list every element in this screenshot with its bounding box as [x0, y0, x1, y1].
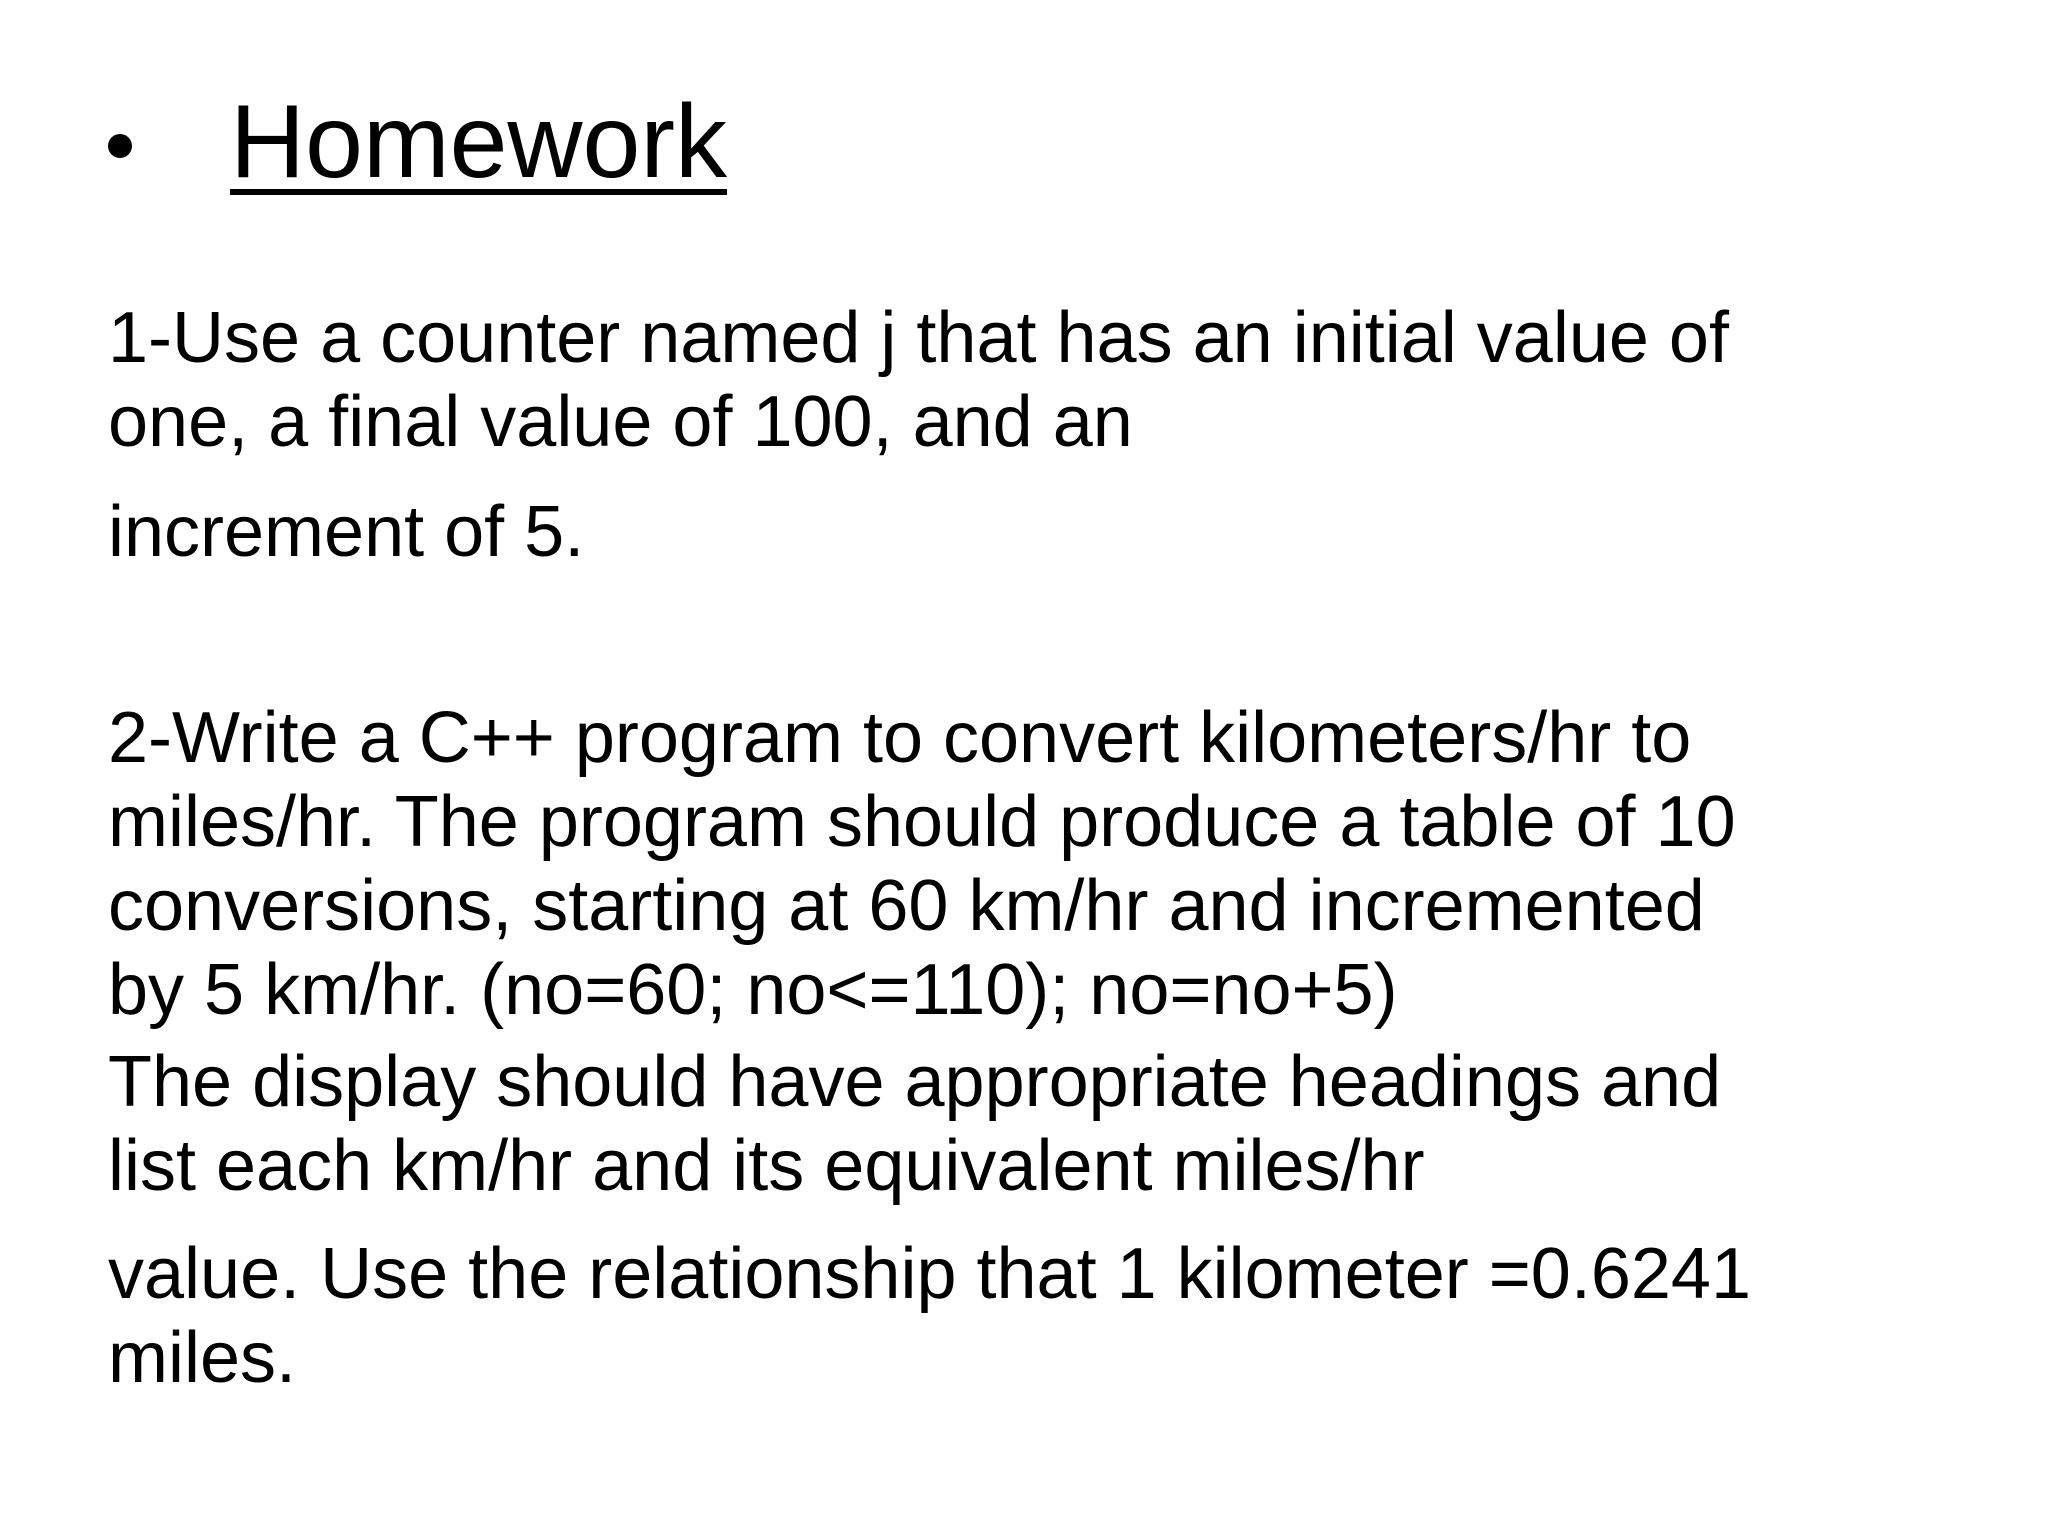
paragraph-4 — [108, 1040, 1988, 1208]
paragraph-3 — [108, 696, 1988, 1032]
paragraph-5-line-2: miles. — [108, 1318, 297, 1398]
paragraph-1-line-1: 1-Use a counter named j that has an initial value of — [108, 298, 1729, 378]
paragraph-5 — [108, 1232, 1988, 1400]
paragraph-3-line-2: miles/hr. The program should produce a table of 10 — [108, 782, 1736, 862]
paragraph-1 — [108, 296, 1988, 464]
bullet-icon — [108, 134, 132, 158]
paragraph-3-line-3: conversions, starting at 60 km/hr and incremented — [108, 866, 1705, 946]
paragraph-3-line-1: 2-Write a C++ program to convert kilometers/hr to — [108, 698, 1692, 778]
paragraph-4-line-1: The display should have appropriate headings and — [108, 1042, 1722, 1122]
paragraph-4-line-2: list each km/hr and its equivalent miles/hr — [108, 1126, 1425, 1206]
slide-title: Homework — [230, 84, 727, 200]
paragraph-2 — [108, 490, 1988, 574]
paragraph-3-line-4: by 5 km/hr. (no=60; no<=110); no=no+5) — [108, 950, 1398, 1030]
paragraph-2-line-1: increment of 5. — [108, 492, 585, 572]
paragraph-1-line-2: one, a final value of 100, and an — [108, 382, 1133, 462]
title-row — [108, 72, 727, 212]
paragraph-5-line-1: value. Use the relationship that 1 kilometer =0.6241 — [108, 1234, 1751, 1314]
